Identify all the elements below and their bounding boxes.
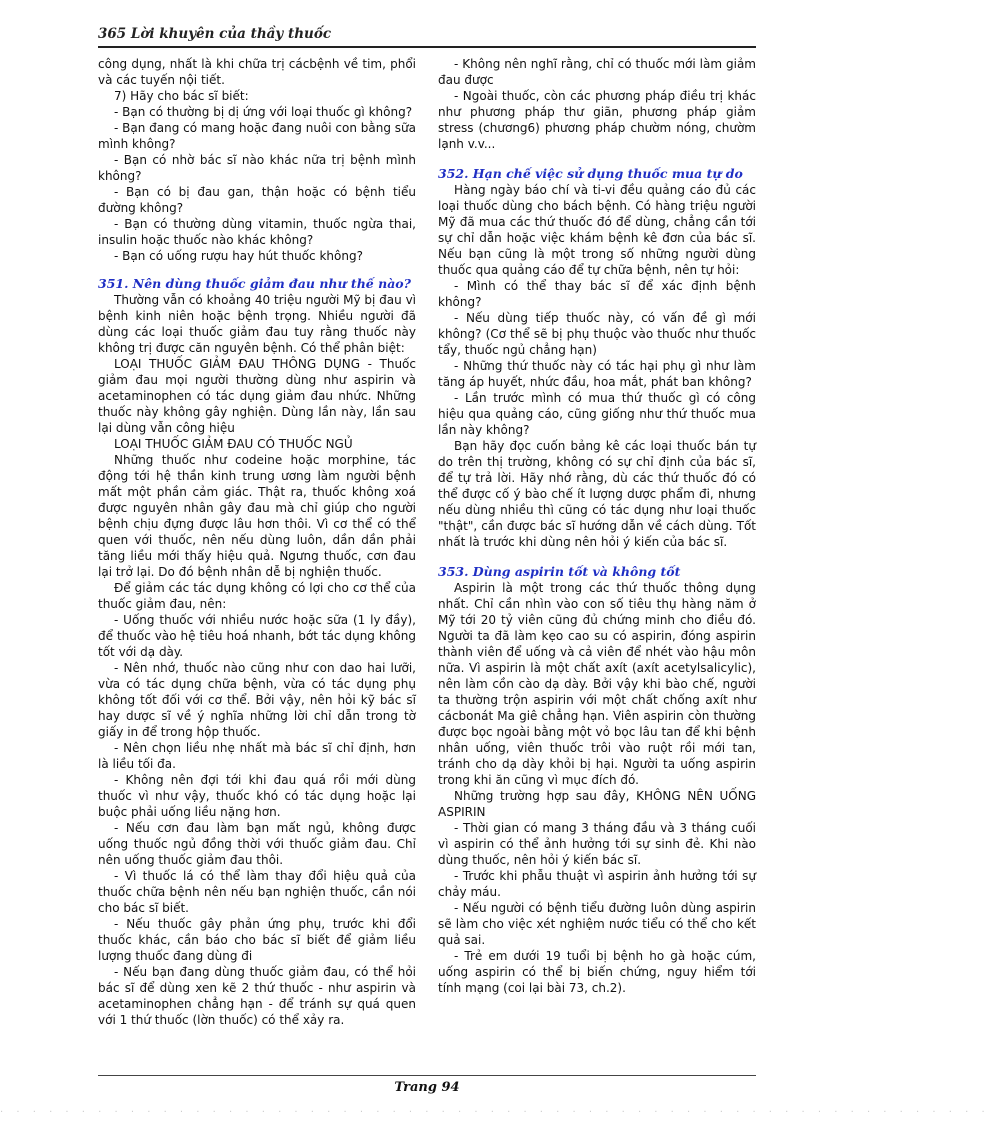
section-heading-352: 352. Hạn chế việc sử dụng thuốc mua tự do: [438, 166, 743, 181]
page-number: Trang 94: [394, 1080, 460, 1095]
list-item: - Bạn đang có mang hoặc đang nuôi con bằng sữa mình không?: [98, 121, 416, 151]
list-item: - Ngoài thuốc, còn các phương pháp điều trị khác như phương pháp thư giãn, phương pháp giảm stress (chương6) phương pháp chườm nóng, chườm lạnh v.v...: [438, 89, 756, 151]
paragraph: LOẠI THUỐC GIẢM ĐAU CÓ THUỐC NGỦ: [114, 437, 353, 451]
footer-rule: [98, 1075, 756, 1076]
list-item: - Nên chọn liều nhẹ nhất mà bác sĩ chỉ định, hơn là liều tối đa.: [98, 741, 416, 771]
list-item: - Bạn có uống rượu hay hút thuốc không?: [114, 249, 363, 263]
header-rule: [98, 46, 756, 48]
list-item: - Lần trước mình có mua thứ thuốc gì có công hiệu qua quảng cáo, cũng giống như thứ thuốc mua lần này không?: [438, 391, 756, 437]
list-item: - Nếu thuốc gây phản ứng phụ, trước khi đổi thuốc khác, cần báo cho bác sĩ biết để giảm liều lượng thuốc đang dùng đi: [98, 917, 416, 963]
paragraph: Bạn hãy đọc cuốn bảng kê các loại thuốc bán tự do trên thị trường, không có sự chỉ định của bác sĩ, để tự trả lời. Hãy nhớ rằng, dù các thứ thuốc đó có thể được cố ý bào chế ít lượng dược phẩm đi, nhưng nếu dùng nhiều thì cũng có tác dụng như loại thuốc "thật", cần được bác sĩ hướng dẫn về cách dùng. Tốt nhất là trước khi dùng nên hỏi ý kiến của bác sĩ.: [438, 439, 756, 549]
paragraph: Để giảm các tác dụng không có lợi cho cơ thể của thuốc giảm đau, nên:: [98, 581, 416, 611]
list-item: - Bạn có thường dùng vitamin, thuốc ngừa thai, insulin hoặc thuốc nào khác không?: [98, 217, 416, 247]
list-item: - Nếu người có bệnh tiểu đường luôn dùng aspirin sẽ làm cho việc xét nghiệm nước tiểu có thể cho kết quả sai.: [438, 901, 756, 947]
list-item: - Nếu dùng tiếp thuốc này, có vấn đề gì mới không? (Cơ thể sẽ bị phụ thuộc vào thuốc như thuốc tẩy, thuốc ngủ chẳng hạn): [438, 311, 756, 357]
list-item: - Nếu cơn đau làm bạn mất ngủ, không được uống thuốc ngủ đồng thời với thuốc giảm đau. Chỉ nên uống thuốc giảm đau thôi.: [98, 821, 416, 867]
scan-dot-border: · · · · · · · · · · · · · · · · · · · · · · · · · · · · · · · · · · · · · · · · · · · · · · · · · · · · · · · · · · · · ·: [0, 1107, 990, 1118]
list-item: - Những thứ thuốc này có tác hại phụ gì như làm tăng áp huyết, nhức đầu, hoa mắt, phát ban không?: [438, 359, 756, 389]
paragraph: Những thuốc như codeine hoặc morphine, tác động tới hệ thần kinh trung ương làm người bệnh mất một phần cảm giác. Thật ra, thuốc không xoá được nguyên nhân gây đau mà chỉ giúp cho người bệnh chịu đựng được lâu hơn thôi. Vì cơ thể có thể quen với thuốc, nên nếu dùng luôn, dần dần phải tăng liều mới thấy hiệu quả. Ngưng thuốc, cơn đau lại trở lại. Do đó bệnh nhân dễ bị nghiện thuốc.: [98, 453, 416, 579]
paragraph: công dụng, nhất là khi chữa trị cácbệnh về tim, phổi và các tuyến nội tiết.: [98, 57, 416, 87]
section-heading-353: 353. Dùng aspirin tốt và không tốt: [438, 564, 681, 579]
section-heading-351: 351. Nên dùng thuốc giảm đau như thế nào?: [98, 276, 411, 291]
page-footer: [98, 1075, 756, 1095]
list-item: - Nên nhớ, thuốc nào cũng như con dao hai lưỡi, vừa có tác dụng chữa bệnh, vừa có tác dụng phụ không tốt đối với cơ thể. Bởi vậy, nên hỏi kỹ bác sĩ hay dược sĩ về ý nghĩa những lời chỉ dẫn trong tờ giấy in để trong hộp thuốc.: [98, 661, 416, 739]
list-item: - Uống thuốc với nhiều nước hoặc sữa (1 ly đầy), để thuốc vào hệ tiêu hoá nhanh, bớt tác dụng không tốt với dạ dày.: [98, 613, 416, 659]
paragraph: Aspirin là một trong các thứ thuốc thông dụng nhất. Chỉ cần nhìn vào con số tiêu thụ hàng năm ở Mỹ tới 20 tỷ viên cũng đủ chứng minh cho điều đó. Người ta đã làm kẹo cao su có aspirin, đóng aspirin thành viên để uống và cả viên để nhét vào hậu môn nữa. Vì aspirin là một chất axít (axít acetylsalicylic), nên làm cồn cào dạ dày. Bởi vậy khi bào chế, người ta thường trộn aspirin với một chất chống axít như cácbonát Ma giê chẳng hạn. Viên aspirin còn thường được bọc ngoài bằng một vỏ bọc lâu tan để khi bệnh nhân uống, viên thuốc trôi vào ruột rồi mới tan, tránh cho dạ dày khỏi bị hại. Người ta uống aspirin trong khi ăn cũng vì mục đích đó.: [438, 581, 756, 787]
paragraph: Hàng ngày báo chí và ti-vi đều quảng cáo đủ các loại thuốc dùng cho bách bệnh. Có hàng triệu người Mỹ đã mua các thứ thuốc đó để dùng, chẳng cần tới sự chỉ dẫn hoặc việc khám bệnh kê đơn của bác sĩ. Nếu bạn cũng là một trong số những người dùng thuốc qua quảng cáo để tự chữa bệnh, nên tự hỏi:: [438, 183, 756, 277]
book-title: 365 Lời khuyên của thầy thuốc: [98, 26, 332, 42]
list-item: - Không nên nghĩ rằng, chỉ có thuốc mới làm giảm đau được: [438, 57, 756, 87]
paragraph: LOẠI THUỐC GIẢM ĐAU THÔNG DỤNG - Thuốc giảm đau mọi người thường dùng như aspirin và acetaminophen có tác dụng giảm đau nhức. Những thuốc này không gây nghiện. Dùng lần này, lần sau lại dùng vẫn công hiệu: [98, 357, 416, 435]
page-header: [98, 26, 756, 48]
list-item: - Mình có thể thay bác sĩ để xác định bệnh không?: [438, 279, 756, 309]
paragraph: 7) Hãy cho bác sĩ biết:: [114, 89, 249, 103]
list-item: - Trẻ em dưới 19 tuổi bị bệnh ho gà hoặc cúm, uống aspirin có thể bị biến chứng, nguy hiểm tới tính mạng (coi lại bài 73, ch.2).: [438, 949, 756, 995]
list-item: - Vì thuốc lá có thể làm thay đổi hiệu quả của thuốc chữa bệnh nên nếu bạn nghiện thuốc, cần nói cho bác sĩ biết.: [98, 869, 416, 915]
list-item: - Nếu bạn đang dùng thuốc giảm đau, có thể hỏi bác sĩ để dùng xen kẽ 2 thứ thuốc - như aspirin và acetaminophen chẳng hạn - để tránh sự quá quen với 1 thứ thuốc (lờn thuốc) có thể xảy ra.: [98, 965, 416, 1027]
paragraph: Những trường hợp sau đây, KHÔNG NÊN UỐNG ASPIRIN: [438, 789, 756, 819]
list-item: - Thời gian có mang 3 tháng đầu và 3 tháng cuối vì aspirin có thể ảnh hưởng tới sự sinh đẻ. Khi nào dùng thuốc, nên hỏi ý kiến bác sĩ.: [438, 821, 756, 867]
list-item: - Trước khi phẫu thuật vì aspirin ảnh hưởng tới sự chảy máu.: [438, 869, 756, 899]
list-item: - Không nên đợi tới khi đau quá rồi mới dùng thuốc vì như vậy, thuốc khó có tác dụng hoặc lại buộc phải uống liều nặng hơn.: [98, 773, 416, 819]
paragraph: Thường vẫn có khoảng 40 triệu người Mỹ bị đau vì bệnh kinh niên hoặc bệnh trọng. Nhiều người đã dùng các loại thuốc giảm đau tuy rằng thuốc này không trị được căn nguyên bệnh. Có thể phân biệt:: [98, 293, 416, 355]
left-column: [98, 56, 416, 1028]
list-item: - Bạn có bị đau gan, thận hoặc có bệnh tiểu đường không?: [98, 185, 416, 215]
list-item: - Bạn có nhờ bác sĩ nào khác nữa trị bệnh mình không?: [98, 153, 416, 183]
right-column: [438, 56, 756, 996]
list-item: - Bạn có thường bị dị ứng với loại thuốc gì không?: [114, 105, 413, 119]
